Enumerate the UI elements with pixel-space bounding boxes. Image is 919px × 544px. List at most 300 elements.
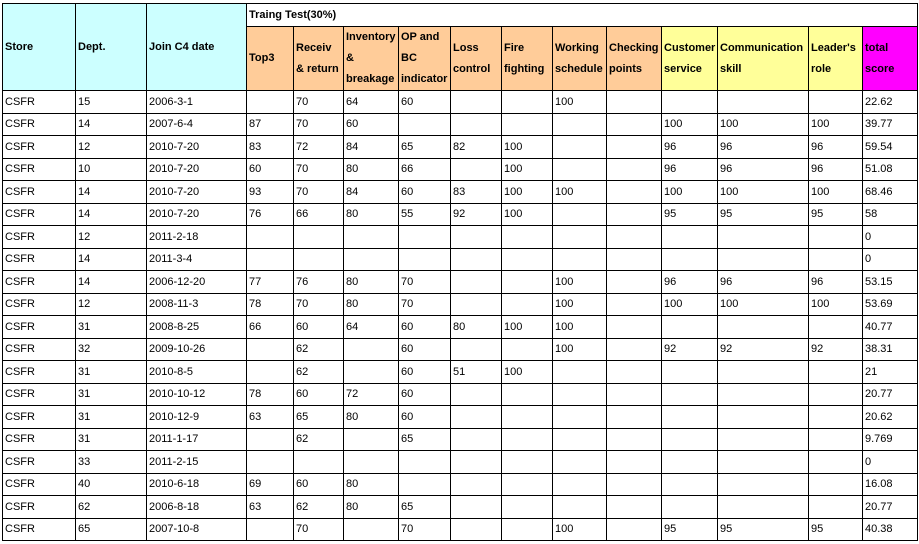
cell-leaders-role[interactable] (809, 383, 863, 406)
cell-store[interactable]: CSFR (3, 518, 76, 541)
cell-join-date[interactable]: 2011-2-18 (147, 226, 247, 249)
cell-op-bc-indicator[interactable]: 60 (399, 383, 451, 406)
cell-top3[interactable]: 78 (247, 293, 294, 316)
cell-store[interactable]: CSFR (3, 451, 76, 474)
cell-loss-control[interactable] (451, 158, 502, 181)
cell-loss-control[interactable]: 92 (451, 203, 502, 226)
cell-fire-fighting[interactable] (502, 91, 553, 114)
cell-leaders-role[interactable]: 95 (809, 203, 863, 226)
cell-join-date[interactable]: 2009-10-26 (147, 338, 247, 361)
header-total-score[interactable]: total score (863, 27, 918, 91)
cell-dept[interactable]: 15 (76, 91, 147, 114)
cell-communication-skill[interactable]: 92 (718, 338, 809, 361)
cell-leaders-role[interactable] (809, 473, 863, 496)
cell-fire-fighting[interactable]: 100 (502, 181, 553, 204)
cell-op-bc-indicator[interactable] (399, 226, 451, 249)
cell-receiv-return[interactable]: 62 (294, 428, 344, 451)
cell-total-score[interactable]: 16.08 (863, 473, 918, 496)
cell-inventory-breakage[interactable] (344, 248, 399, 271)
cell-total-score[interactable]: 22.62 (863, 91, 918, 114)
cell-total-score[interactable]: 39.77 (863, 113, 918, 136)
cell-checking-points[interactable] (607, 91, 662, 114)
cell-op-bc-indicator[interactable] (399, 473, 451, 496)
cell-dept[interactable]: 31 (76, 406, 147, 429)
cell-total-score[interactable]: 40.38 (863, 518, 918, 541)
cell-store[interactable]: CSFR (3, 361, 76, 384)
cell-loss-control[interactable] (451, 473, 502, 496)
cell-working-schedule[interactable]: 100 (553, 271, 607, 294)
cell-top3[interactable]: 87 (247, 113, 294, 136)
cell-store[interactable]: CSFR (3, 271, 76, 294)
cell-fire-fighting[interactable] (502, 248, 553, 271)
cell-receiv-return[interactable] (294, 451, 344, 474)
cell-leaders-role[interactable]: 100 (809, 293, 863, 316)
cell-op-bc-indicator[interactable]: 70 (399, 518, 451, 541)
cell-receiv-return[interactable]: 70 (294, 181, 344, 204)
cell-total-score[interactable]: 53.15 (863, 271, 918, 294)
cell-customer-service[interactable]: 100 (662, 113, 718, 136)
cell-leaders-role[interactable] (809, 361, 863, 384)
cell-checking-points[interactable] (607, 316, 662, 339)
cell-fire-fighting[interactable]: 100 (502, 203, 553, 226)
cell-loss-control[interactable] (451, 383, 502, 406)
header-leaders-role[interactable]: Leader's role (809, 27, 863, 91)
cell-customer-service[interactable]: 100 (662, 293, 718, 316)
cell-receiv-return[interactable]: 70 (294, 113, 344, 136)
cell-receiv-return[interactable]: 62 (294, 496, 344, 519)
cell-checking-points[interactable] (607, 203, 662, 226)
cell-leaders-role[interactable]: 95 (809, 518, 863, 541)
cell-total-score[interactable]: 51.08 (863, 158, 918, 181)
cell-op-bc-indicator[interactable]: 65 (399, 136, 451, 159)
cell-inventory-breakage[interactable] (344, 226, 399, 249)
cell-checking-points[interactable] (607, 428, 662, 451)
cell-store[interactable]: CSFR (3, 248, 76, 271)
cell-join-date[interactable]: 2006-3-1 (147, 91, 247, 114)
cell-total-score[interactable]: 58 (863, 203, 918, 226)
cell-working-schedule[interactable] (553, 113, 607, 136)
cell-working-schedule[interactable] (553, 361, 607, 384)
cell-customer-service[interactable]: 95 (662, 518, 718, 541)
cell-dept[interactable]: 65 (76, 518, 147, 541)
cell-working-schedule[interactable] (553, 158, 607, 181)
cell-dept[interactable]: 12 (76, 293, 147, 316)
cell-working-schedule[interactable] (553, 496, 607, 519)
cell-store[interactable]: CSFR (3, 91, 76, 114)
cell-customer-service[interactable]: 96 (662, 136, 718, 159)
cell-join-date[interactable]: 2010-7-20 (147, 203, 247, 226)
cell-customer-service[interactable] (662, 361, 718, 384)
cell-receiv-return[interactable]: 70 (294, 518, 344, 541)
cell-top3[interactable]: 77 (247, 271, 294, 294)
cell-total-score[interactable]: 59.54 (863, 136, 918, 159)
header-top3[interactable]: Top3 (247, 27, 294, 91)
cell-leaders-role[interactable] (809, 428, 863, 451)
cell-top3[interactable] (247, 248, 294, 271)
header-receiv-return[interactable]: Receiv & return (294, 27, 344, 91)
cell-loss-control[interactable]: 83 (451, 181, 502, 204)
cell-inventory-breakage[interactable]: 80 (344, 158, 399, 181)
cell-receiv-return[interactable]: 70 (294, 293, 344, 316)
cell-receiv-return[interactable]: 70 (294, 91, 344, 114)
header-dept[interactable]: Dept. (76, 4, 147, 91)
header-training-test-group[interactable]: Traing Test(30%) (247, 4, 918, 27)
cell-working-schedule[interactable] (553, 406, 607, 429)
cell-join-date[interactable]: 2010-12-9 (147, 406, 247, 429)
cell-fire-fighting[interactable] (502, 338, 553, 361)
cell-loss-control[interactable]: 51 (451, 361, 502, 384)
cell-top3[interactable] (247, 338, 294, 361)
cell-checking-points[interactable] (607, 271, 662, 294)
cell-checking-points[interactable] (607, 518, 662, 541)
cell-top3[interactable]: 69 (247, 473, 294, 496)
cell-communication-skill[interactable] (718, 226, 809, 249)
cell-loss-control[interactable]: 80 (451, 316, 502, 339)
cell-op-bc-indicator[interactable] (399, 113, 451, 136)
cell-inventory-breakage[interactable] (344, 451, 399, 474)
cell-loss-control[interactable] (451, 338, 502, 361)
cell-loss-control[interactable] (451, 91, 502, 114)
cell-total-score[interactable]: 20.77 (863, 496, 918, 519)
cell-op-bc-indicator[interactable]: 60 (399, 406, 451, 429)
header-store[interactable]: Store (3, 4, 76, 91)
cell-top3[interactable] (247, 91, 294, 114)
cell-join-date[interactable]: 2010-7-20 (147, 181, 247, 204)
cell-top3[interactable]: 78 (247, 383, 294, 406)
cell-join-date[interactable]: 2007-6-4 (147, 113, 247, 136)
cell-receiv-return[interactable]: 62 (294, 361, 344, 384)
cell-communication-skill[interactable]: 96 (718, 136, 809, 159)
cell-leaders-role[interactable] (809, 316, 863, 339)
cell-working-schedule[interactable] (553, 451, 607, 474)
cell-dept[interactable]: 14 (76, 181, 147, 204)
cell-leaders-role[interactable] (809, 406, 863, 429)
cell-loss-control[interactable] (451, 406, 502, 429)
cell-join-date[interactable]: 2006-8-18 (147, 496, 247, 519)
cell-store[interactable]: CSFR (3, 316, 76, 339)
cell-inventory-breakage[interactable]: 80 (344, 406, 399, 429)
cell-op-bc-indicator[interactable]: 55 (399, 203, 451, 226)
cell-join-date[interactable]: 2006-12-20 (147, 271, 247, 294)
cell-store[interactable]: CSFR (3, 473, 76, 496)
cell-leaders-role[interactable] (809, 451, 863, 474)
cell-working-schedule[interactable]: 100 (553, 316, 607, 339)
cell-join-date[interactable]: 2008-11-3 (147, 293, 247, 316)
cell-dept[interactable]: 31 (76, 428, 147, 451)
cell-store[interactable]: CSFR (3, 158, 76, 181)
cell-dept[interactable]: 14 (76, 203, 147, 226)
cell-join-date[interactable]: 2010-6-18 (147, 473, 247, 496)
cell-fire-fighting[interactable]: 100 (502, 136, 553, 159)
cell-inventory-breakage[interactable]: 84 (344, 181, 399, 204)
cell-top3[interactable] (247, 451, 294, 474)
header-inventory-breakage[interactable]: Inventory & breakage (344, 27, 399, 91)
cell-customer-service[interactable] (662, 248, 718, 271)
cell-fire-fighting[interactable] (502, 518, 553, 541)
cell-total-score[interactable]: 68.46 (863, 181, 918, 204)
cell-op-bc-indicator[interactable]: 60 (399, 361, 451, 384)
cell-checking-points[interactable] (607, 181, 662, 204)
cell-receiv-return[interactable]: 76 (294, 271, 344, 294)
cell-join-date[interactable]: 2011-1-17 (147, 428, 247, 451)
cell-op-bc-indicator[interactable]: 65 (399, 428, 451, 451)
cell-communication-skill[interactable]: 100 (718, 181, 809, 204)
cell-top3[interactable]: 83 (247, 136, 294, 159)
cell-communication-skill[interactable]: 95 (718, 203, 809, 226)
cell-dept[interactable]: 14 (76, 248, 147, 271)
cell-total-score[interactable]: 0 (863, 451, 918, 474)
cell-communication-skill[interactable]: 96 (718, 158, 809, 181)
cell-op-bc-indicator[interactable]: 70 (399, 293, 451, 316)
cell-top3[interactable]: 63 (247, 496, 294, 519)
cell-customer-service[interactable] (662, 451, 718, 474)
cell-op-bc-indicator[interactable] (399, 451, 451, 474)
cell-communication-skill[interactable] (718, 406, 809, 429)
cell-working-schedule[interactable] (553, 473, 607, 496)
cell-fire-fighting[interactable]: 100 (502, 361, 553, 384)
cell-op-bc-indicator[interactable]: 70 (399, 271, 451, 294)
cell-working-schedule[interactable]: 100 (553, 518, 607, 541)
cell-leaders-role[interactable]: 100 (809, 181, 863, 204)
cell-loss-control[interactable] (451, 496, 502, 519)
cell-communication-skill[interactable] (718, 473, 809, 496)
cell-top3[interactable] (247, 518, 294, 541)
cell-communication-skill[interactable] (718, 361, 809, 384)
cell-fire-fighting[interactable] (502, 113, 553, 136)
cell-receiv-return[interactable] (294, 248, 344, 271)
cell-inventory-breakage[interactable] (344, 361, 399, 384)
cell-customer-service[interactable]: 92 (662, 338, 718, 361)
cell-dept[interactable]: 14 (76, 271, 147, 294)
cell-communication-skill[interactable] (718, 91, 809, 114)
cell-leaders-role[interactable]: 96 (809, 158, 863, 181)
cell-customer-service[interactable] (662, 428, 718, 451)
cell-op-bc-indicator[interactable]: 60 (399, 181, 451, 204)
cell-leaders-role[interactable]: 96 (809, 271, 863, 294)
cell-total-score[interactable]: 20.77 (863, 383, 918, 406)
cell-dept[interactable]: 40 (76, 473, 147, 496)
cell-top3[interactable]: 93 (247, 181, 294, 204)
cell-fire-fighting[interactable] (502, 428, 553, 451)
cell-receiv-return[interactable]: 60 (294, 473, 344, 496)
cell-checking-points[interactable] (607, 406, 662, 429)
cell-join-date[interactable]: 2010-7-20 (147, 158, 247, 181)
cell-leaders-role[interactable] (809, 91, 863, 114)
cell-communication-skill[interactable] (718, 248, 809, 271)
cell-join-date[interactable]: 2010-8-5 (147, 361, 247, 384)
cell-loss-control[interactable] (451, 518, 502, 541)
cell-communication-skill[interactable] (718, 316, 809, 339)
cell-dept[interactable]: 12 (76, 136, 147, 159)
cell-fire-fighting[interactable]: 100 (502, 158, 553, 181)
cell-working-schedule[interactable] (553, 248, 607, 271)
cell-receiv-return[interactable]: 60 (294, 383, 344, 406)
cell-join-date[interactable]: 2008-8-25 (147, 316, 247, 339)
cell-join-date[interactable]: 2011-2-15 (147, 451, 247, 474)
cell-working-schedule[interactable] (553, 226, 607, 249)
cell-total-score[interactable]: 21 (863, 361, 918, 384)
cell-fire-fighting[interactable] (502, 496, 553, 519)
cell-inventory-breakage[interactable]: 60 (344, 113, 399, 136)
cell-checking-points[interactable] (607, 451, 662, 474)
cell-dept[interactable]: 31 (76, 316, 147, 339)
cell-receiv-return[interactable]: 70 (294, 158, 344, 181)
cell-working-schedule[interactable] (553, 383, 607, 406)
cell-leaders-role[interactable]: 96 (809, 136, 863, 159)
cell-total-score[interactable]: 9.769 (863, 428, 918, 451)
cell-inventory-breakage[interactable]: 80 (344, 473, 399, 496)
cell-loss-control[interactable] (451, 451, 502, 474)
cell-checking-points[interactable] (607, 383, 662, 406)
cell-dept[interactable]: 10 (76, 158, 147, 181)
cell-store[interactable]: CSFR (3, 226, 76, 249)
cell-dept[interactable]: 33 (76, 451, 147, 474)
cell-communication-skill[interactable]: 100 (718, 113, 809, 136)
cell-total-score[interactable]: 38.31 (863, 338, 918, 361)
cell-inventory-breakage[interactable]: 72 (344, 383, 399, 406)
cell-store[interactable]: CSFR (3, 406, 76, 429)
cell-total-score[interactable]: 40.77 (863, 316, 918, 339)
cell-inventory-breakage[interactable]: 80 (344, 203, 399, 226)
header-working-schedule[interactable]: Working schedule (553, 27, 607, 91)
cell-communication-skill[interactable] (718, 428, 809, 451)
cell-fire-fighting[interactable] (502, 271, 553, 294)
cell-communication-skill[interactable]: 96 (718, 271, 809, 294)
cell-checking-points[interactable] (607, 136, 662, 159)
cell-fire-fighting[interactable]: 100 (502, 316, 553, 339)
cell-dept[interactable]: 14 (76, 113, 147, 136)
cell-top3[interactable] (247, 361, 294, 384)
cell-total-score[interactable]: 0 (863, 248, 918, 271)
cell-dept[interactable]: 62 (76, 496, 147, 519)
cell-op-bc-indicator[interactable] (399, 248, 451, 271)
cell-inventory-breakage[interactable]: 80 (344, 293, 399, 316)
cell-customer-service[interactable]: 96 (662, 158, 718, 181)
cell-inventory-breakage[interactable] (344, 428, 399, 451)
cell-receiv-return[interactable]: 60 (294, 316, 344, 339)
cell-checking-points[interactable] (607, 248, 662, 271)
cell-communication-skill[interactable] (718, 383, 809, 406)
cell-checking-points[interactable] (607, 496, 662, 519)
cell-join-date[interactable]: 2010-10-12 (147, 383, 247, 406)
cell-dept[interactable]: 32 (76, 338, 147, 361)
cell-store[interactable]: CSFR (3, 181, 76, 204)
cell-inventory-breakage[interactable]: 64 (344, 91, 399, 114)
cell-receiv-return[interactable]: 66 (294, 203, 344, 226)
cell-join-date[interactable]: 2007-10-8 (147, 518, 247, 541)
cell-checking-points[interactable] (607, 293, 662, 316)
cell-inventory-breakage[interactable] (344, 518, 399, 541)
cell-customer-service[interactable]: 100 (662, 181, 718, 204)
cell-leaders-role[interactable] (809, 496, 863, 519)
cell-join-date[interactable]: 2010-7-20 (147, 136, 247, 159)
cell-store[interactable]: CSFR (3, 203, 76, 226)
cell-receiv-return[interactable]: 65 (294, 406, 344, 429)
cell-working-schedule[interactable]: 100 (553, 293, 607, 316)
cell-store[interactable]: CSFR (3, 496, 76, 519)
cell-receiv-return[interactable]: 72 (294, 136, 344, 159)
cell-working-schedule[interactable]: 100 (553, 338, 607, 361)
cell-join-date[interactable]: 2011-3-4 (147, 248, 247, 271)
cell-fire-fighting[interactable] (502, 383, 553, 406)
header-customer-service[interactable]: Customer service (662, 27, 718, 91)
cell-communication-skill[interactable]: 95 (718, 518, 809, 541)
cell-top3[interactable]: 60 (247, 158, 294, 181)
cell-total-score[interactable]: 20.62 (863, 406, 918, 429)
cell-loss-control[interactable]: 82 (451, 136, 502, 159)
cell-checking-points[interactable] (607, 473, 662, 496)
cell-top3[interactable]: 66 (247, 316, 294, 339)
cell-inventory-breakage[interactable]: 80 (344, 496, 399, 519)
cell-leaders-role[interactable] (809, 248, 863, 271)
cell-dept[interactable]: 31 (76, 383, 147, 406)
cell-loss-control[interactable] (451, 248, 502, 271)
cell-receiv-return[interactable]: 62 (294, 338, 344, 361)
cell-total-score[interactable]: 53.69 (863, 293, 918, 316)
cell-inventory-breakage[interactable]: 80 (344, 271, 399, 294)
cell-fire-fighting[interactable] (502, 451, 553, 474)
cell-store[interactable]: CSFR (3, 136, 76, 159)
cell-op-bc-indicator[interactable]: 60 (399, 316, 451, 339)
cell-total-score[interactable]: 0 (863, 226, 918, 249)
cell-working-schedule[interactable] (553, 136, 607, 159)
cell-checking-points[interactable] (607, 158, 662, 181)
cell-dept[interactable]: 31 (76, 361, 147, 384)
header-loss-control[interactable]: Loss control (451, 27, 502, 91)
cell-store[interactable]: CSFR (3, 428, 76, 451)
cell-inventory-breakage[interactable]: 64 (344, 316, 399, 339)
cell-receiv-return[interactable] (294, 226, 344, 249)
cell-store[interactable]: CSFR (3, 113, 76, 136)
header-checking-points[interactable]: Checking points (607, 27, 662, 91)
cell-checking-points[interactable] (607, 361, 662, 384)
cell-loss-control[interactable] (451, 428, 502, 451)
cell-leaders-role[interactable]: 100 (809, 113, 863, 136)
cell-dept[interactable]: 12 (76, 226, 147, 249)
cell-communication-skill[interactable] (718, 451, 809, 474)
cell-loss-control[interactable] (451, 271, 502, 294)
cell-customer-service[interactable] (662, 91, 718, 114)
cell-op-bc-indicator[interactable]: 65 (399, 496, 451, 519)
cell-customer-service[interactable] (662, 226, 718, 249)
cell-customer-service[interactable]: 96 (662, 271, 718, 294)
cell-top3[interactable] (247, 226, 294, 249)
cell-communication-skill[interactable]: 100 (718, 293, 809, 316)
cell-fire-fighting[interactable] (502, 473, 553, 496)
cell-loss-control[interactable] (451, 226, 502, 249)
cell-customer-service[interactable] (662, 406, 718, 429)
cell-top3[interactable] (247, 428, 294, 451)
cell-checking-points[interactable] (607, 113, 662, 136)
cell-op-bc-indicator[interactable]: 66 (399, 158, 451, 181)
cell-customer-service[interactable]: 95 (662, 203, 718, 226)
cell-communication-skill[interactable] (718, 496, 809, 519)
cell-store[interactable]: CSFR (3, 338, 76, 361)
cell-store[interactable]: CSFR (3, 383, 76, 406)
cell-customer-service[interactable] (662, 383, 718, 406)
header-communication-skill[interactable]: Communication skill (718, 27, 809, 91)
cell-fire-fighting[interactable] (502, 226, 553, 249)
cell-checking-points[interactable] (607, 338, 662, 361)
header-join-date[interactable]: Join C4 date (147, 4, 247, 91)
cell-top3[interactable]: 76 (247, 203, 294, 226)
cell-leaders-role[interactable] (809, 226, 863, 249)
cell-customer-service[interactable] (662, 496, 718, 519)
header-fire-fighting[interactable]: Fire fighting (502, 27, 553, 91)
cell-inventory-breakage[interactable]: 84 (344, 136, 399, 159)
cell-fire-fighting[interactable] (502, 406, 553, 429)
cell-working-schedule[interactable] (553, 428, 607, 451)
